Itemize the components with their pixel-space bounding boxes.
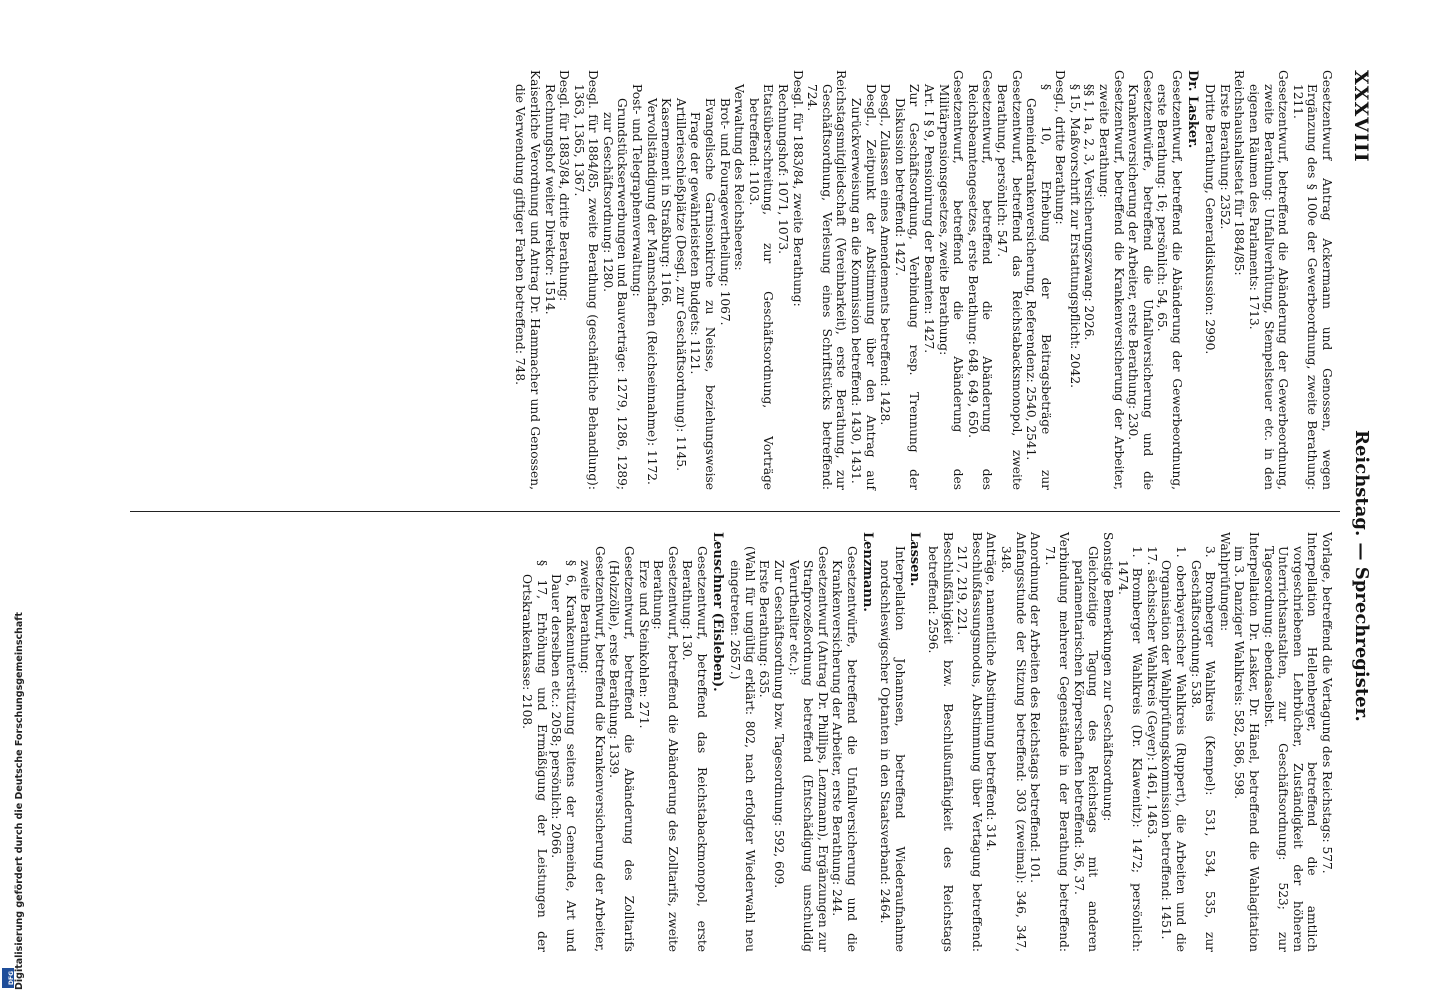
right-index-entry: Gesetzentwürfe, betreffend die Unfallversicherung und die Krankenversicherung der Arbeiter, erste Berathung: 244. (830, 546, 859, 952)
right-index-entry: Gesetzentwurf, betreffend die Abänderung des Zolltarifs (Holzzölle), erste Berathung: 1339. (607, 546, 637, 952)
right-index-entry: Erze und Steinkohlen: 271. (636, 560, 651, 729)
left-index-entry: § 15, Maßvorschrift zur Erstattungspflicht: 2042. (1067, 84, 1082, 389)
right-index-entry: Erste Berathung: 635. (757, 560, 772, 698)
right-index-entry: § 6, Krankenunterstützung seitens der Gemeinde, Art und Dauer derselben etc.: 2058; persönlich: 2066. (549, 560, 578, 952)
right-speaker-heading: Lenzmann. (859, 532, 875, 612)
left-index-entry: Desgl., Zulassen eines Amendements betreffend: 1428. (878, 84, 893, 426)
right-index-entry: Gesetzentwurf (Antrag Dr. Phillips, Lenzmann), Ergänzungen zur Strafprozeßordnung betreffend (Entschädigung unschuldig Verurtheilter etc.): (786, 546, 830, 952)
left-index-entry: Gesetzentwurf, betreffend das Reichstabacksmonopol, zweite Berathung, persönlich: 547. (994, 70, 1024, 490)
left-index-entry: Gesetzentwürfe, betreffend die Unfallversicherung und die Krankenversicherung der Arbeiter, erste Berathung: 230. (1126, 70, 1155, 490)
funding-credit: Digitalisierung gefördert durch die Deutsche Forschungsgemeinschaft (14, 612, 25, 990)
right-index-entry: Interpellation Hellenberger, betreffend die amtlich vorgeschriebenen Lehrbücher, Zuständigkeit der höheren Unterrichtsanstalten, zur Geschäftsordnung: 523; zur Tagesordnung: ebendaselbst. (1261, 532, 1320, 952)
left-index-entry: Gesetzentwurf, betreffend die Abänderung des Militärpensionsgesetzes, zweite Berathung: (936, 70, 966, 490)
page-footer (0, 0, 25, 1000)
left-index-entry: Verwaltung des Reichsheeres: (732, 84, 747, 271)
right-index-entry: Gesetzentwurf, betreffend die Krankenversicherung der Arbeiter, zweite Berathung: (578, 546, 607, 952)
right-index-entry: 3. Bromberger Wahlkreis (Kempel): 531, 534, 535, zur Geschäftsordnung: 538. (1188, 546, 1218, 952)
left-index-entry: Kaiserliche Verordnung und Antrag Dr. Hammacher und Genossen, die Verwendung giftiger Farben betreffend: 748. (513, 70, 542, 490)
right-index-entry: Interpellation Johannsen, betreffend Wiederaufnahme nordschleswigscher Optanten in den Staatsverband: 2464. (878, 546, 907, 952)
left-index-entry: Gesetzentwurf, betreffend die Abänderung des Reichsbeamtengesetzes, erste Berathung: 648, 649, 650. (965, 70, 995, 490)
left-index-entry: Artillerieschießplätze (Desgl., zur Geschäftsordnung): 1145. (673, 98, 688, 471)
left-index-entry: Reichshaushaltsetat für 1884/85: (1232, 70, 1247, 276)
left-index-entry: Erste Berathung: 2352. (1217, 84, 1232, 230)
left-index-entry: Gesetzentwurf, betreffend die Krankenversicherung der Arbeiter, zweite Berathung: (1097, 70, 1126, 490)
left-index-entry: Evangelische Garnisonkirche zu Neisse, beziehungsweise Frage der gewährleisteten Budgets: 1121. (688, 98, 718, 490)
right-index-entry: Beschlußfassungsmodus, Abstimmung über Vertagung betreffend: 217, 219, 221. (955, 532, 984, 952)
right-index-entry: Gleichzeitige Tagung des Reichstags mit anderen parlamentarischen Körperschaften betreffend: 36, 37. (1071, 546, 1101, 952)
left-index-entry: Brot- und Fouragevertheilung: 1067. (717, 98, 732, 326)
left-index-entry: §§ 1, 1a, 2, 3, Versicherungszwang: 2026. (1082, 84, 1097, 341)
right-index-entry: Anträge, namentliche Abstimmung betreffend: 314. (984, 532, 999, 852)
left-index-entry: Desgl., Zeitpunkt der Abstimmung über den Antrag auf Zurückverweisung an die Kommission betreffend: 1430, 1431. (849, 84, 878, 490)
right-index-entry: Gesetzentwurf, betreffend die Abänderung des Zolltarifs, zweite Berathung: (651, 546, 680, 952)
right-index-entry: Vorlage, betreffend die Vertagung des Reichstags: 577. (1320, 532, 1334, 874)
left-index-entry: Rechnungshof weiter Direktor: 1514. (542, 84, 557, 315)
right-index-entry: 1. Bromberger Wahlkreis (Dr. Klawenitz): 1472; persönlich: 1474. (1115, 546, 1145, 952)
column-divider (130, 511, 1340, 512)
right-index-entry: Zur Geschäftsordnung bzw. Tagesordnung: 592, 609. (772, 560, 787, 889)
left-index-entry: Vervollständigung der Mannschaften (Reichseinnahme): 1172. (644, 98, 659, 485)
left-index-entry: Gesetzentwurf, betreffend die Abänderung der Gewerbeordnung, erste Berathung: 16; persönlich: 54, 65. (1155, 70, 1185, 490)
rotated-page-content (110, 70, 1380, 970)
left-index-entry: Grundstückserwerbungen und Bauverträge: 1279, 1286, 1289; zur Geschäftsordnung: 1280. (600, 98, 630, 490)
left-index-entry: Zur Geschäftsordnung, Verbindung resp. Trennung der Diskussion betreffend: 1427. (892, 84, 922, 490)
left-column (513, 70, 1334, 490)
left-index-entry: Reichstagsmitgliedschaft (Vereinbarkeit), erste Berathung, zur Geschäftsordnung, Verlesung eines Schriftstücks betreffend: 724. (805, 70, 849, 490)
left-speaker-heading: Dr. Lasker. (1184, 70, 1200, 149)
left-index-entry: Post- und Telegraphenverwaltung: (630, 84, 645, 297)
right-index-entry: 1. oberbayerischer Wahlkreis (Ruppert), die Arbeiten und die Organisation der Wahlprüfungskommission betreffend: 1451. (1159, 546, 1189, 952)
page-number: XXXVIII (1350, 70, 1372, 163)
left-index-entry: Gesetzentwurf, betreffend die Abänderung der Gewerbeordnung, zweite Berathung: Unfallverhütung, Stempelsteuer etc. in den eigenen Räumen des Parlaments: 1713. (1247, 70, 1291, 490)
page-header (1340, 70, 1380, 970)
right-index-entry: Wahlprüfungen: (1217, 532, 1232, 632)
right-index-entry: Sonstige Bemerkungen zur Geschäftsordnung: (1101, 532, 1116, 822)
left-index-entry: Kasernement in Straßburg: 1166. (659, 98, 674, 307)
right-index-entry: Beschlußfähigkeit bzw. Beschlußunfähigkeit des Reichstags betreffend: 2596. (925, 532, 955, 952)
right-speaker-heading: Leuschner (Eisleben). (709, 532, 725, 692)
right-index-entry: 17. sächsischer Wahlkreis (Geyer): 1461, 1463. (1144, 546, 1159, 839)
dfg-logo: DFG (2, 968, 14, 988)
left-index-entry: Desgl. für 1883/84, zweite Berathung: (790, 70, 805, 307)
running-title: Reichstag. — Sprechregister. (1351, 430, 1372, 722)
left-index-entry: § 10, Erhebung der Beitragsbeträge zur Gemeindekrankenversicherung, Referendenz: 2540, 2541. (1024, 84, 1053, 490)
left-index-entry: Rechnungshof: 1071, 1073. (776, 84, 791, 255)
right-column (519, 532, 1334, 952)
right-index-entry: Verbindung mehrerer Gegenstände in der Berathung betreffend: 71. (1042, 532, 1072, 952)
right-index-entry: § 17, Erhöhung und Ermäßigung der Leistungen der Ortskrankenkasse: 2108. (519, 560, 549, 952)
left-index-entry: Desgl. für 1884/85, zweite Berathung (geschäftliche Behandlung): 1363, 1365, 1367. (571, 70, 601, 490)
right-speaker-heading: Lassen. (907, 532, 923, 587)
right-index-entry: Gesetzentwurf, betreffend das Reichstabackmonopol, erste Berathung: 130. (680, 546, 710, 952)
right-index-entry: Interpellation Dr. Lasker, Dr. Hänel, betreffend die Wahlagitation im 3. Danziger Wahlkreis: 582, 586, 598. (1232, 532, 1262, 952)
left-index-entry: Desgl. für 1883/84, dritte Berathung: (557, 70, 572, 302)
left-index-entry: Dritte Berathung, Generaldiskussion: 2990. (1203, 84, 1218, 355)
left-index-entry: Art. I § 9, Pensionirung der Beamten: 1427. (921, 84, 936, 354)
right-index-entry: Anordnung der Arbeiten des Reichstags betreffend: 101. (1028, 532, 1043, 883)
right-index-entry: (Wahl für ungültig erklärt: 802, nach erfolgter Wiederwahl neu eingetreten: 2657.) (728, 546, 757, 952)
right-index-entry: Anfangsstunde der Sitzung betreffend: 303 (zweimal): 346, 347, 348. (998, 532, 1028, 952)
left-index-entry: Gesetzentwurf Antrag Ackermann und Genossen, wegen Ergänzung des § 100e der Gewerbeordnung, zweite Berathung: 1211. (1290, 70, 1334, 490)
left-index-entry: Desgl., dritte Berathung: (1053, 70, 1068, 225)
left-index-entry: Etatsüberschreitung, zur Geschäftsordnung, Vorträge betreffend: 1103. (746, 84, 776, 490)
